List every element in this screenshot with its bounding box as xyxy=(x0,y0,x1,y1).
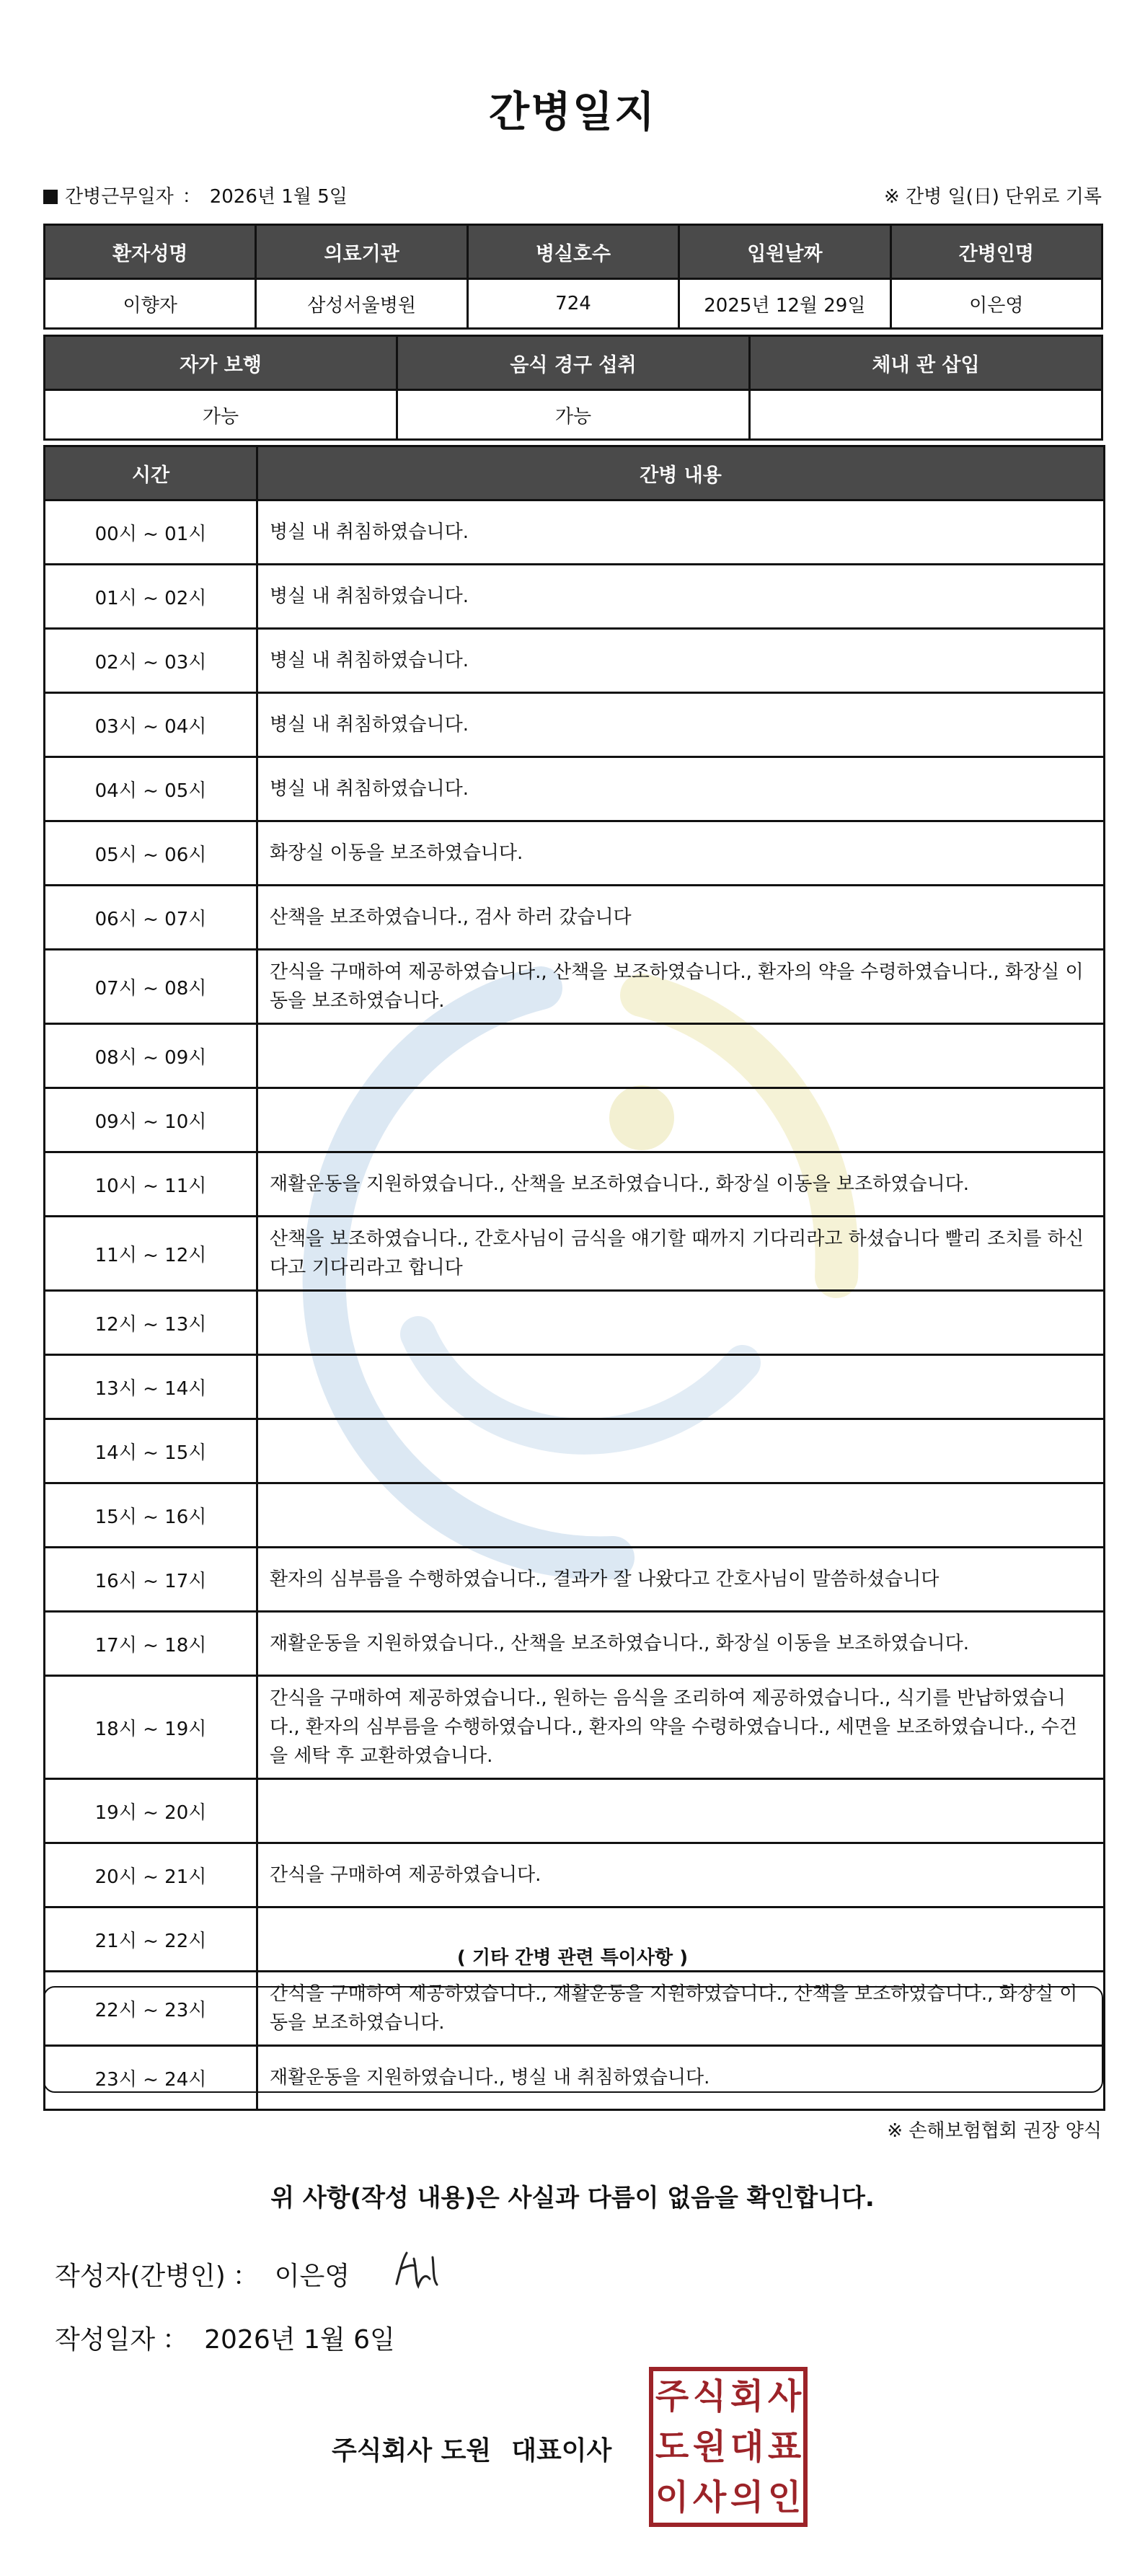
company-signoff xyxy=(332,2430,611,2467)
log-time-cell: 01시 ~ 02시 xyxy=(45,565,257,629)
caregiver-name-value: 이은영 xyxy=(890,279,1102,329)
header-room-number: 병실호수 xyxy=(467,225,678,279)
log-content-cell: 재활운동을 지원하였습니다., 병실 내 취침하였습니다. xyxy=(257,2046,1105,2110)
seal-character: 인 xyxy=(767,2477,802,2518)
header-patient-name: 환자성명 xyxy=(45,225,256,279)
log-row xyxy=(45,1088,1105,1152)
writer-colon: ： xyxy=(232,2262,259,2291)
company-name: 주식회사 도원 xyxy=(332,2436,492,2466)
work-date-colon: ： xyxy=(182,186,201,208)
log-time-cell: 22시 ~ 23시 xyxy=(45,1972,257,2046)
header-tube-insertion: 체내 관 삽입 xyxy=(750,336,1102,390)
log-row xyxy=(45,1419,1105,1483)
log-content-cell: 간식을 구매하여 제공하였습니다., 산책을 보조하였습니다., 환자의 약을 수령하였습니다., 화장실 이동을 보조하였습니다. xyxy=(257,950,1105,1024)
writer-line xyxy=(55,2256,350,2293)
work-date-value: 2026년 1월 5일 xyxy=(209,186,348,208)
seal-character: 이 xyxy=(655,2477,689,2518)
log-content-cell: 간식을 구매하여 제공하였습니다., 원하는 음식을 조리하여 제공하였습니다., 식기를 반납하였습니다., 환자의 심부름을 수행하였습니다., 환자의 약을 수령하였습니다., 세면을 보조하였습니다., 수건을 세탁 후 교환하였습니다. xyxy=(257,1676,1105,1779)
log-time-cell: 07시 ~ 08시 xyxy=(45,950,257,1024)
log-row xyxy=(45,500,1105,565)
seal-character: 대 xyxy=(730,2427,764,2467)
writer-label: 작성자(간병인) xyxy=(55,2262,226,2291)
log-time-cell: 06시 ~ 07시 xyxy=(45,886,257,950)
log-row xyxy=(45,693,1105,757)
log-time-cell: 14시 ~ 15시 xyxy=(45,1419,257,1483)
header-oral-intake: 음식 경구 섭취 xyxy=(397,336,750,390)
log-body xyxy=(45,500,1105,2110)
log-row xyxy=(45,886,1105,950)
seal-character: 의 xyxy=(730,2477,764,2518)
patient-info-header-row xyxy=(45,225,1102,279)
log-content-cell: 환자의 심부름을 수행하였습니다., 결과가 잘 나왔다고 간호사님이 말씀하셨습니다 xyxy=(257,1548,1105,1612)
seal-character: 식 xyxy=(692,2376,727,2417)
special-notes-title: ( 기타 간병 관련 특이사항 ) xyxy=(456,1947,689,1969)
header-admission-date: 입원날짜 xyxy=(679,225,890,279)
seal-character: 도 xyxy=(655,2427,689,2467)
log-row xyxy=(45,821,1105,886)
log-time-cell: 15시 ~ 16시 xyxy=(45,1483,257,1548)
log-time-cell: 08시 ~ 09시 xyxy=(45,1024,257,1088)
log-time-cell: 02시 ~ 03시 xyxy=(45,629,257,693)
log-time-cell: 11시 ~ 12시 xyxy=(45,1217,257,1291)
log-content-cell xyxy=(257,1291,1105,1355)
log-row xyxy=(45,1907,1105,1972)
company-seal-stamp xyxy=(649,2367,808,2527)
log-content-cell: 병실 내 취침하였습니다. xyxy=(257,757,1105,821)
log-row xyxy=(45,2046,1105,2110)
log-row xyxy=(45,1548,1105,1612)
log-content-cell: 간식을 구매하여 제공하였습니다. xyxy=(257,1843,1105,1907)
log-content-cell: 병실 내 취침하였습니다. xyxy=(257,565,1105,629)
source-note: ※ 손해보험협회 권장 양식 xyxy=(887,2120,1102,2142)
log-content-cell xyxy=(257,1088,1105,1152)
work-date-label: 간병근무일자 xyxy=(65,186,174,208)
self-walking-value: 가능 xyxy=(45,390,397,440)
log-header-row xyxy=(45,446,1105,500)
unit-note: ※ 간병 일(日) 단위로 기록 xyxy=(883,186,1102,208)
log-row xyxy=(45,1612,1105,1676)
patient-name-value: 이향자 xyxy=(45,279,256,329)
header-time: 시간 xyxy=(45,446,257,500)
log-time-cell: 19시 ~ 20시 xyxy=(45,1779,257,1843)
log-content-cell xyxy=(257,1779,1105,1843)
header-hospital: 의료기관 xyxy=(256,225,467,279)
log-row xyxy=(45,950,1105,1024)
writer-name: 이은영 xyxy=(274,2262,350,2291)
log-row xyxy=(45,1152,1105,1217)
square-bullet-icon xyxy=(43,190,58,204)
hourly-care-log-table xyxy=(43,445,1105,2111)
oral-intake-value: 가능 xyxy=(397,390,750,440)
patient-info-value-row xyxy=(45,279,1102,329)
seal-character: 표 xyxy=(767,2427,802,2467)
tube-insertion-value xyxy=(750,390,1102,440)
log-content-cell xyxy=(257,1419,1105,1483)
log-row xyxy=(45,1024,1105,1088)
work-date-line xyxy=(43,182,348,208)
log-content-cell xyxy=(257,1907,1105,1972)
log-time-cell: 10시 ~ 11시 xyxy=(45,1152,257,1217)
seal-character: 회 xyxy=(730,2376,764,2417)
log-row xyxy=(45,1355,1105,1419)
log-time-cell: 04시 ~ 05시 xyxy=(45,757,257,821)
seal-character: 원 xyxy=(692,2427,727,2467)
log-row xyxy=(45,1217,1105,1291)
written-date-value: 2026년 1월 6일 xyxy=(204,2325,395,2355)
confirmation-statement: 위 사항(작성 내용)은 사실과 다름이 없음을 확인합니다. xyxy=(270,2184,875,2213)
log-time-cell: 20시 ~ 21시 xyxy=(45,1843,257,1907)
log-content-cell: 병실 내 취침하였습니다. xyxy=(257,500,1105,565)
written-date-label: 작성일자 xyxy=(55,2325,156,2355)
header-caregiver-name: 간병인명 xyxy=(890,225,1102,279)
log-time-cell: 12시 ~ 13시 xyxy=(45,1291,257,1355)
log-time-cell: 18시 ~ 19시 xyxy=(45,1676,257,1779)
header-care-content: 간병 내용 xyxy=(257,446,1105,500)
written-date-colon: ： xyxy=(162,2325,189,2355)
hospital-value: 삼성서울병원 xyxy=(256,279,467,329)
log-content-cell: 산책을 보조하였습니다., 간호사님이 금식을 얘기할 때까지 기다리라고 하셨습니다 빨리 조치를 하신다고 기다리라고 합니다 xyxy=(257,1217,1105,1291)
patient-status-header-row xyxy=(45,336,1102,390)
log-content-cell xyxy=(257,1483,1105,1548)
log-row xyxy=(45,1483,1105,1548)
representative-title: 대표이사 xyxy=(511,2436,612,2466)
log-time-cell: 21시 ~ 22시 xyxy=(45,1907,257,1972)
page-title: 간병일지 xyxy=(488,87,657,136)
log-time-cell: 17시 ~ 18시 xyxy=(45,1612,257,1676)
log-content-cell xyxy=(257,1355,1105,1419)
log-time-cell: 09시 ~ 10시 xyxy=(45,1088,257,1152)
log-time-cell: 00시 ~ 01시 xyxy=(45,500,257,565)
log-time-cell: 05시 ~ 06시 xyxy=(45,821,257,886)
log-row xyxy=(45,1779,1105,1843)
patient-info-table xyxy=(43,224,1103,330)
log-content-cell: 산책을 보조하였습니다., 검사 하러 갔습니다 xyxy=(257,886,1105,950)
log-row xyxy=(45,1676,1105,1779)
log-row xyxy=(45,565,1105,629)
seal-character: 사 xyxy=(692,2477,727,2518)
seal-character: 주 xyxy=(655,2376,689,2417)
admission-date-value: 2025년 12월 29일 xyxy=(679,279,890,329)
log-content-cell: 병실 내 취침하였습니다. xyxy=(257,629,1105,693)
log-time-cell: 23시 ~ 24시 xyxy=(45,2046,257,2110)
log-content-cell: 재활운동을 지원하였습니다., 산책을 보조하였습니다., 화장실 이동을 보조하였습니다. xyxy=(257,1152,1105,1217)
patient-status-value-row xyxy=(45,390,1102,440)
log-content-cell: 화장실 이동을 보조하였습니다. xyxy=(257,821,1105,886)
log-row xyxy=(45,1843,1105,1907)
seal-character: 사 xyxy=(767,2376,802,2417)
log-row xyxy=(45,1972,1105,2046)
log-content-cell xyxy=(257,1024,1105,1088)
log-content-cell: 간식을 구매하여 제공하였습니다., 재활운동을 지원하였습니다., 산책을 보조하였습니다., 화장실 이동을 보조하였습니다. xyxy=(257,1972,1105,2046)
handwritten-signature xyxy=(389,2244,454,2295)
log-row xyxy=(45,629,1105,693)
log-content-cell: 병실 내 취침하였습니다. xyxy=(257,693,1105,757)
log-row xyxy=(45,757,1105,821)
written-date-line xyxy=(55,2319,395,2356)
log-time-cell: 16시 ~ 17시 xyxy=(45,1548,257,1612)
header-self-walking: 자가 보행 xyxy=(45,336,397,390)
room-number-value: 724 xyxy=(467,279,678,329)
log-time-cell: 13시 ~ 14시 xyxy=(45,1355,257,1419)
log-content-cell: 재활운동을 지원하였습니다., 산책을 보조하였습니다., 화장실 이동을 보조하였습니다. xyxy=(257,1612,1105,1676)
patient-status-table xyxy=(43,335,1103,441)
log-row xyxy=(45,1291,1105,1355)
log-time-cell: 03시 ~ 04시 xyxy=(45,693,257,757)
